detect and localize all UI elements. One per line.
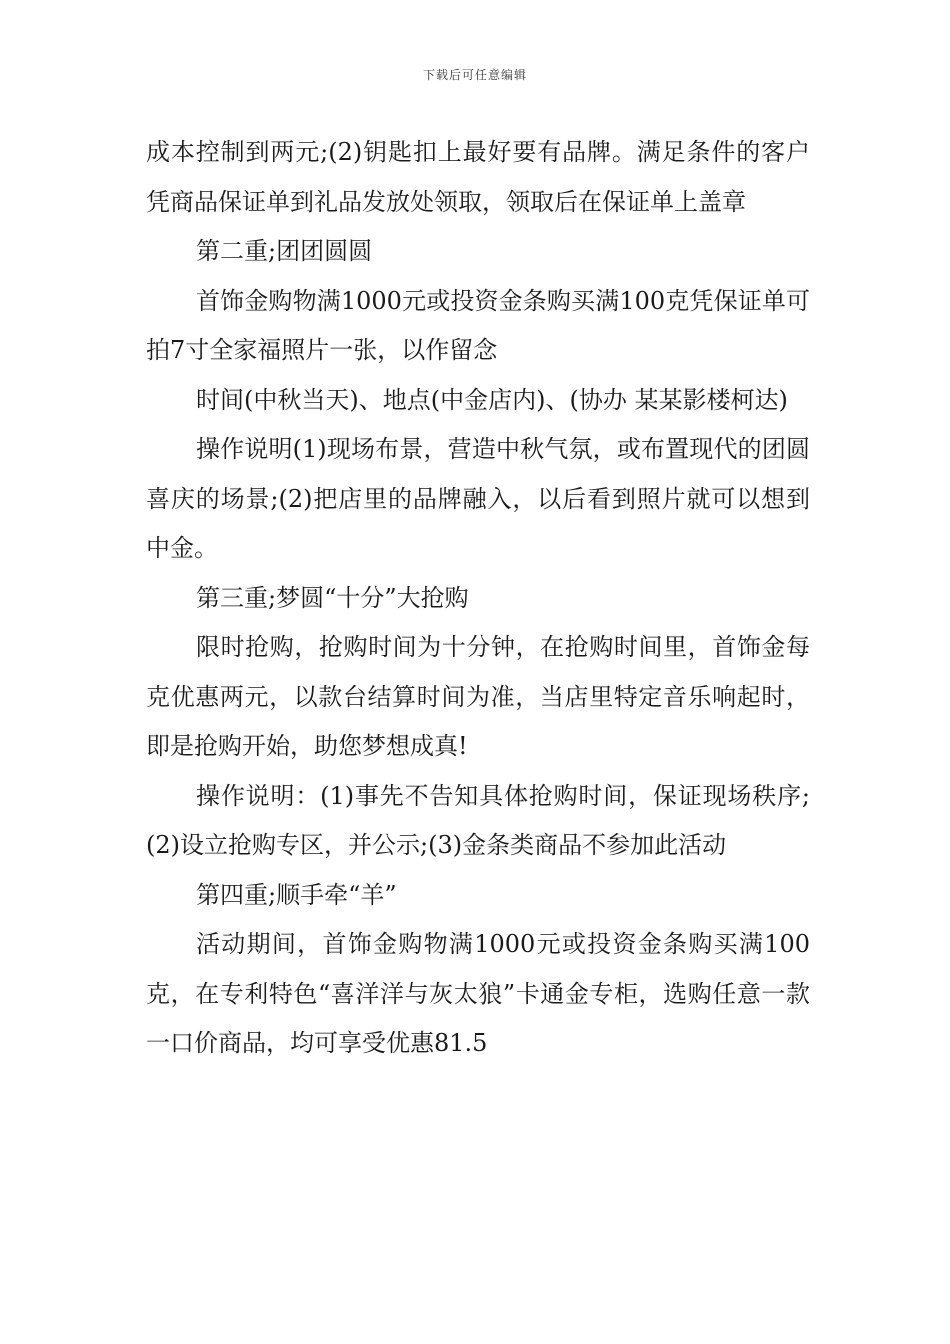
section-heading-4: 第四重;顺手牵“羊”: [196, 880, 397, 909]
section-heading-3: 第三重;梦圆“十分”大抢购: [196, 583, 469, 612]
body-text: [146, 128, 810, 1069]
paragraph-1: 成本控制到两元;(2)钥匙扣上最好要有品牌。满足条件的客户凭商品保证单到礼品发放处领取，领取后在保证单上盖章: [146, 138, 810, 216]
paragraph-8: 操作说明：(1)事先不告知具体抢购时间，保证现场秩序;(2)设立抢购专区，并公示;(3)金条类商品不参加此活动: [146, 781, 810, 859]
paragraph-3: 首饰金购物满1000元或投资金条购买满100克凭保证单可拍7寸全家福照片一张，以作留念: [146, 286, 810, 364]
paragraph-10: 活动期间，首饰金购物满1000元或投资金条购买满100克，在专利特色“喜洋洋与灰太狼”卡通金专柜，选购任意一款一口价商品，均可享受优惠81.5: [146, 930, 810, 1057]
paragraph-4: 时间(中秋当天)、地点(中金店内)、(协办 某某影楼柯达): [196, 385, 788, 414]
header-note: 下载后可任意编辑: [422, 68, 527, 82]
section-heading-2: 第二重;团团圆圆: [196, 237, 373, 265]
paragraph-5: 操作说明(1)现场布景，营造中秋气氛，或布置现代的团圆喜庆的场景;(2)把店里的品牌融入，以后看到照片就可以想到中金。: [146, 435, 810, 562]
paragraph-7: 限时抢购，抢购时间为十分钟，在抢购时间里，首饰金每克优惠两元，以款台结算时间为准，当店里特定音乐响起时，即是抢购开始，助您梦想成真!: [146, 633, 810, 760]
